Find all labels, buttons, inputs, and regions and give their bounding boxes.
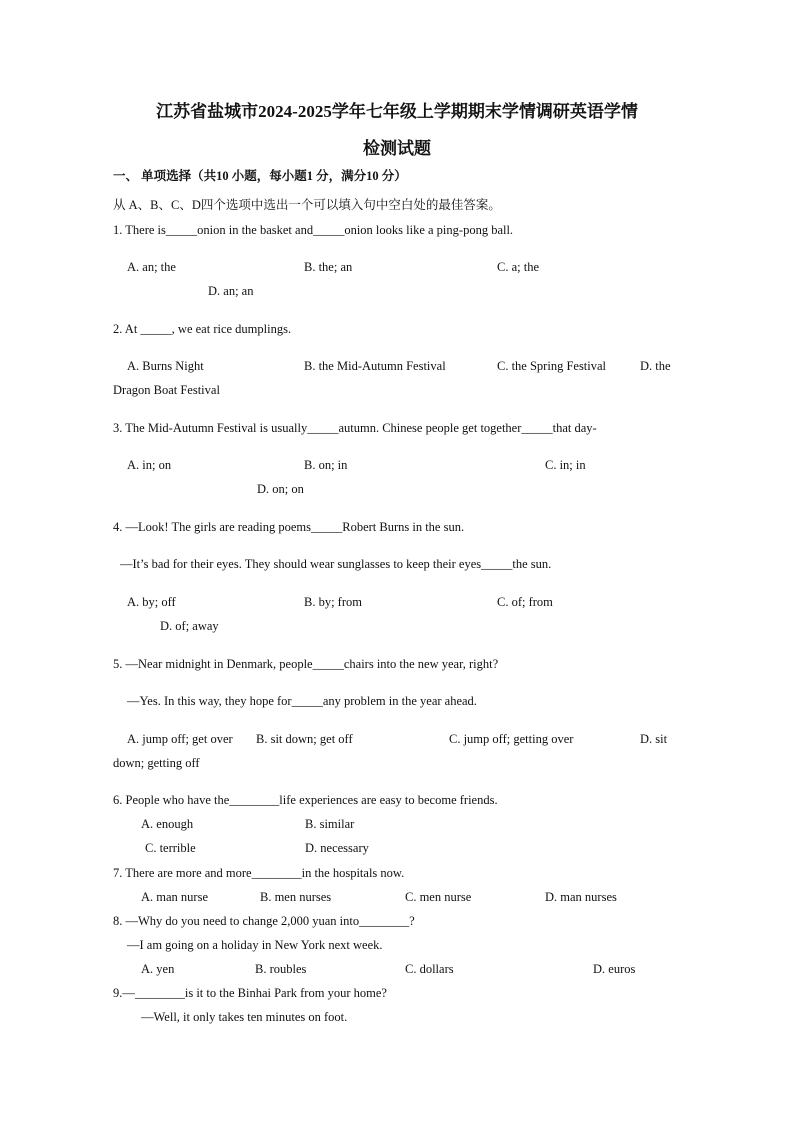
question-7-option-a: A. man nurse [141,890,208,904]
question-9-stem: 9.—________is it to the Binhai Park from your home? [113,986,387,1000]
question-3-option-d: D. on; on [257,482,304,496]
question-1-option-b: B. the; an [304,260,353,274]
document-title-line-1: 江苏省盐城市2024-2025学年七年级上学期期末学情调研英语学情 [156,102,638,121]
question-8-option-b: B. roubles [255,962,307,976]
question-5-option-c: C. jump off; getting over [449,732,574,746]
question-6-option-d: D. necessary [305,841,369,855]
question-8-option-d: D. euros [593,962,636,976]
question-1-option-c: C. a; the [497,260,540,274]
question-7-stem: 7. There are more and more________in the hospitals now. [113,866,405,880]
question-7-option-d: D. man nurses [545,890,617,904]
question-2-option-d-continued: Dragon Boat Festival [113,383,220,397]
question-6-option-c: C. terrible [145,841,196,855]
question-2-option-d: D. the [640,359,671,373]
document-title-line-2: 检测试题 [363,139,431,158]
question-1-option-d: D. an; an [208,284,254,298]
question-8-option-a: A. yen [141,962,175,976]
question-6-option-a: A. enough [141,817,194,831]
question-2-option-c: C. the Spring Festival [497,359,607,373]
question-7-option-c: C. men nurse [405,890,472,904]
question-6-option-b: B. similar [305,817,355,831]
question-4-option-a: A. by; off [127,595,176,609]
question-2-stem: 2. At _____, we eat rice dumplings. [113,322,292,336]
question-1-stem: 1. There is_____onion in the basket and_____onion looks like a ping-pong ball. [113,223,514,237]
question-4-stem-reply: —It’s bad for their eyes. They should wear sunglasses to keep their eyes_____the sun. [120,557,552,571]
question-8-option-c: C. dollars [405,962,454,976]
question-5-option-d: D. sit [640,732,668,746]
question-5-option-d-continued: down; getting off [113,756,200,770]
section-instruction: 从 A、B、C、D四个选项中选出一个可以填入句中空白处的最佳答案。 [113,198,501,212]
question-3-option-b: B. on; in [304,458,348,472]
question-4-option-b: B. by; from [304,595,362,609]
question-9-stem-reply: —Well, it only takes ten minutes on foot. [141,1010,348,1024]
question-4-option-d: D. of; away [160,619,219,633]
question-4-stem: 4. —Look! The girls are reading poems_____Robert Burns in the sun. [113,520,465,534]
question-3-option-a: A. in; on [127,458,172,472]
question-1-option-a: A. an; the [127,260,176,274]
question-7-option-b: B. men nurses [260,890,332,904]
question-3-option-c: C. in; in [545,458,586,472]
question-4-option-c: C. of; from [497,595,553,609]
question-2-option-a: A. Burns Night [127,359,204,373]
section-heading: 一、 单项选择（共10 小题，每小题1 分，满分10 分） [113,169,407,183]
question-5-stem-reply: —Yes. In this way, they hope for_____any problem in the year ahead. [127,694,477,708]
question-6-stem: 6. People who have the________life experiences are easy to become friends. [113,793,498,807]
question-5-stem: 5. —Near midnight in Denmark, people_____chairs into the new year, right? [113,657,499,671]
question-2-option-b: B. the Mid-Autumn Festival [304,359,446,373]
question-3-stem: 3. The Mid-Autumn Festival is usually_____autumn. Chinese people get together_____that day- [113,421,597,435]
question-5-option-a: A. jump off; get over [127,732,233,746]
question-8-stem: 8. —Why do you need to change 2,000 yuan into________? [113,914,415,928]
question-8-stem-reply: —I am going on a holiday in New York next week. [127,938,383,952]
question-5-option-b: B. sit down; get off [256,732,353,746]
